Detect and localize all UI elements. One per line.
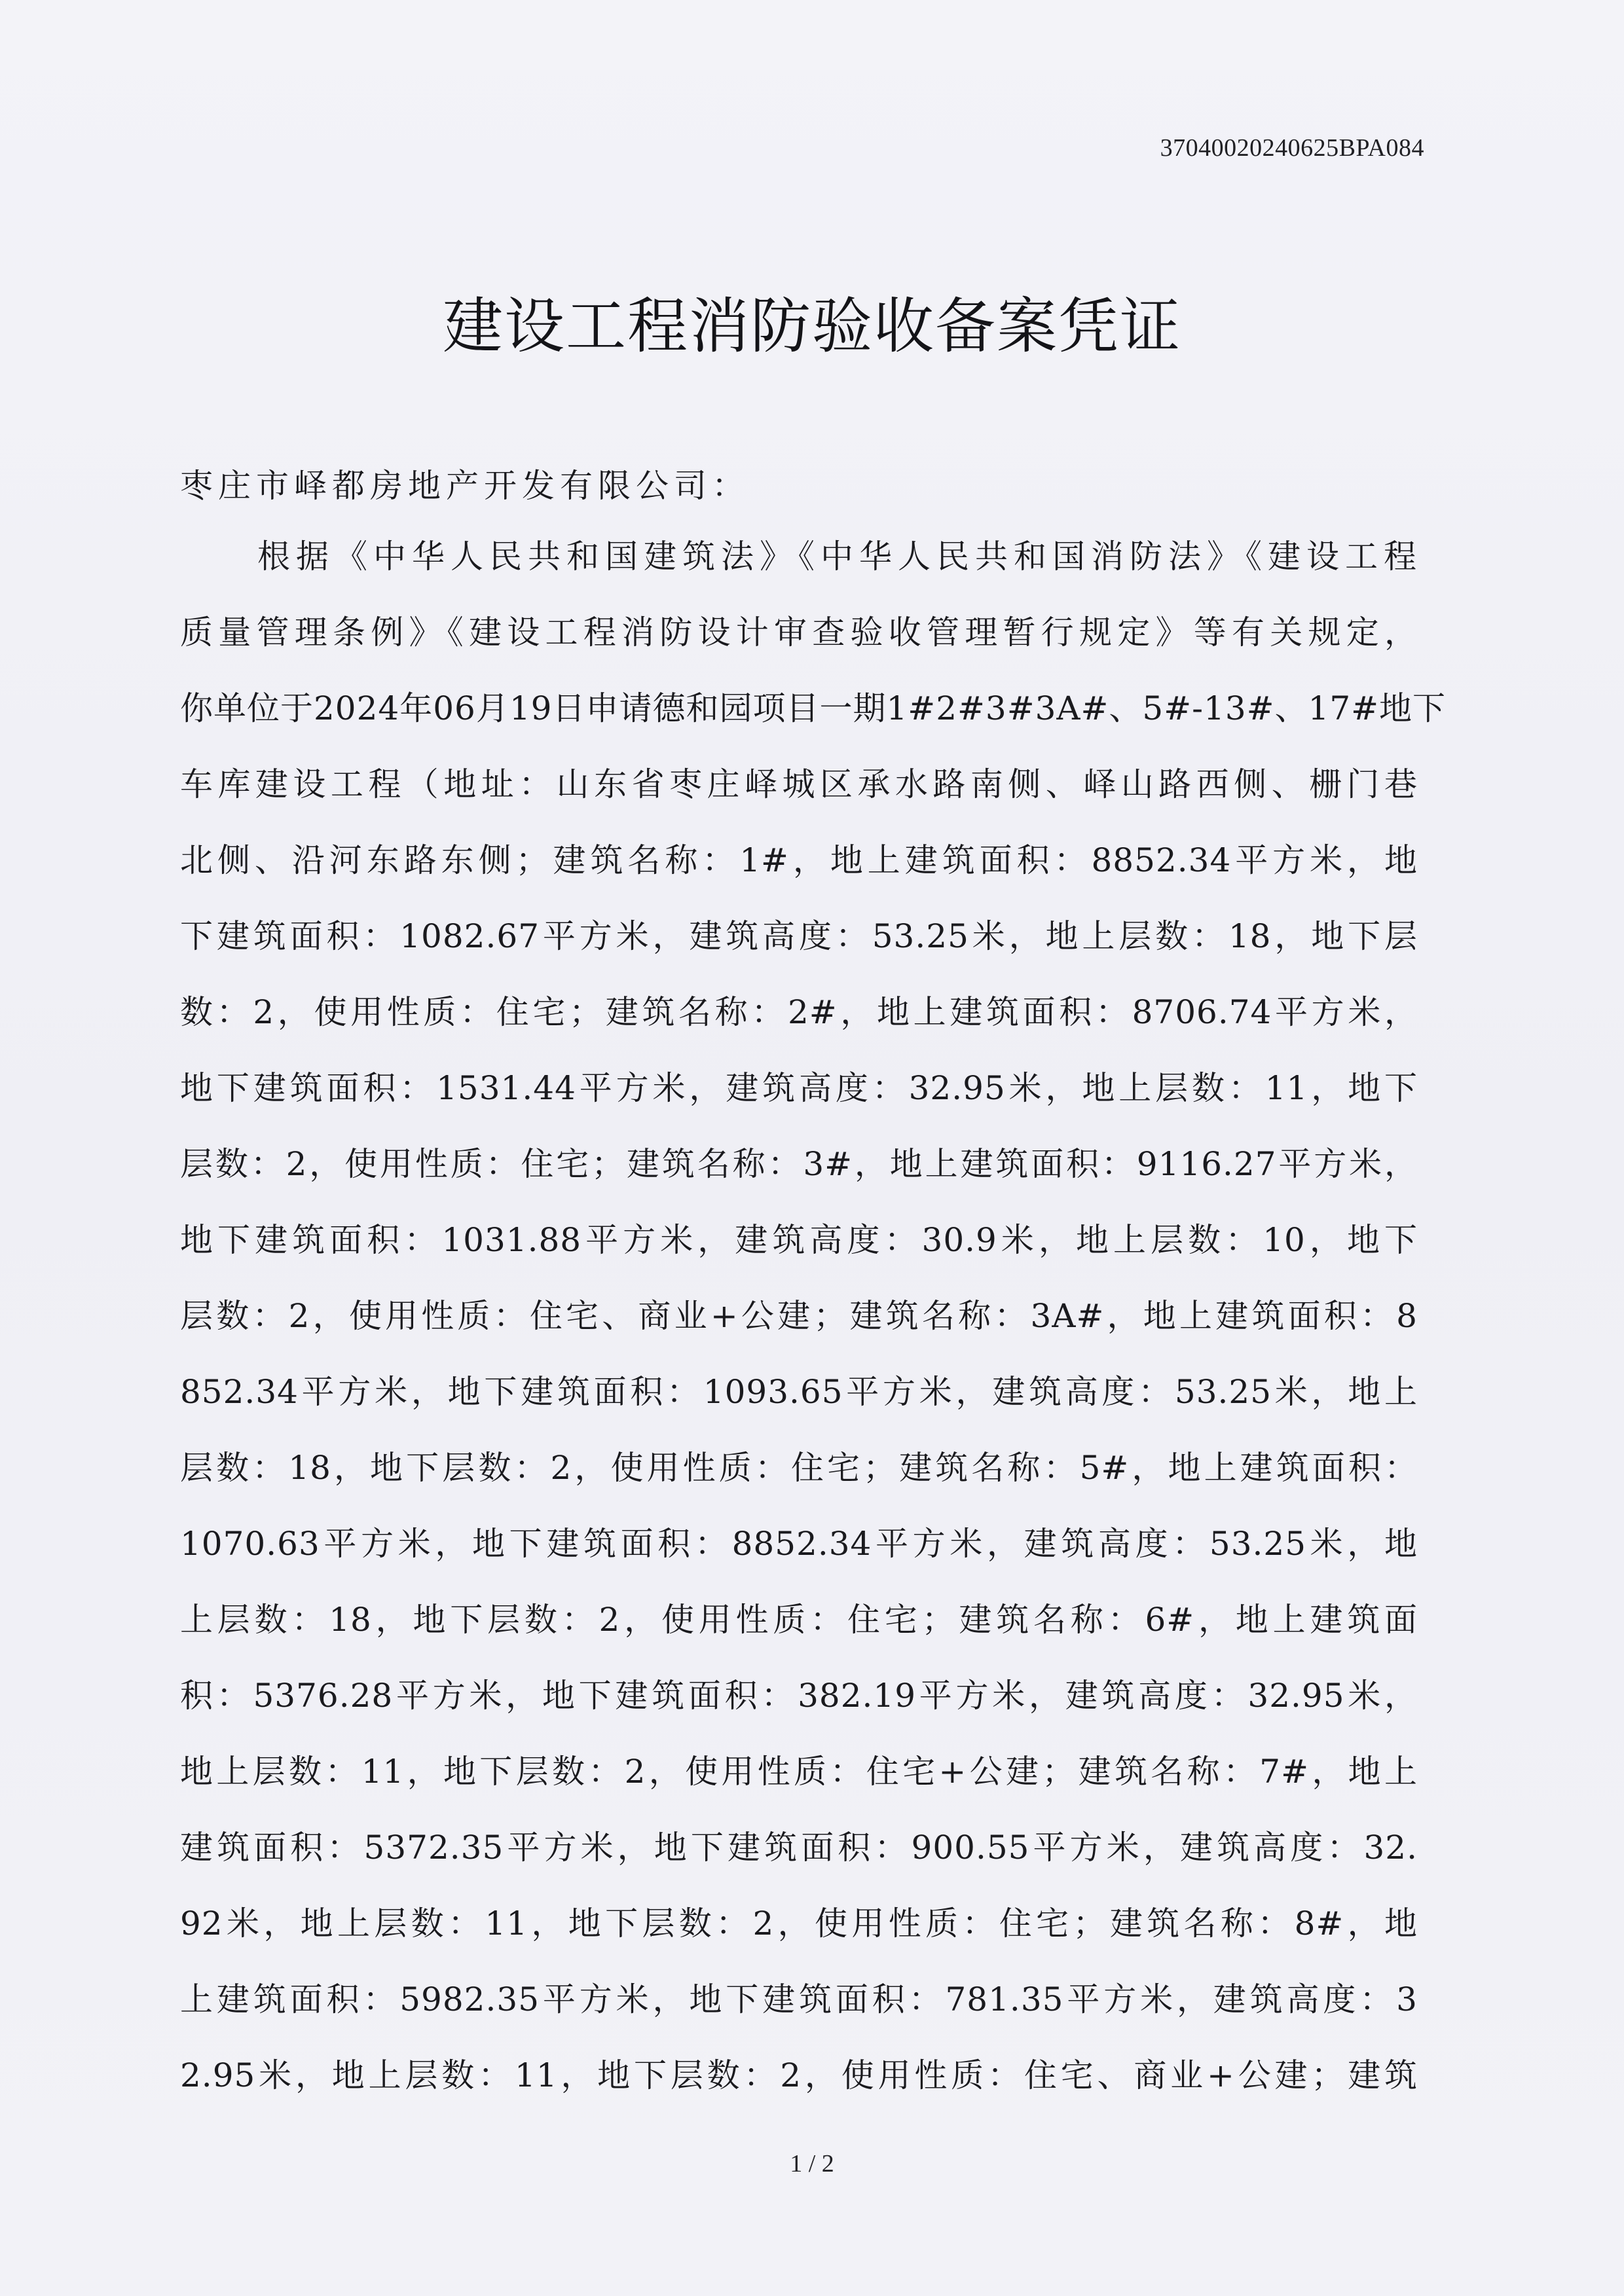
body-line: 1070.63平方米，地下建筑面积：8852.34平方米，建筑高度：53.25米，地 (180, 1525, 1418, 1563)
body-line: 上建筑面积：5982.35平方米，地下建筑面积：781.35平方米，建筑高度：3 (180, 1980, 1418, 2018)
body-line: 852.34平方米，地下建筑面积：1093.65平方米，建筑高度：53.25米，地上 (180, 1373, 1418, 1411)
body-line: 积：5376.28平方米，地下建筑面积：382.19平方米，建筑高度：32.95米， (180, 1677, 1418, 1715)
body-line: 车库建设工程（地址：山东省枣庄峄城区承水路南侧、峄山路西侧、栅门巷 (180, 765, 1418, 803)
body-line: 下建筑面积：1082.67平方米，建筑高度：53.25米，地上层数：18，地下层 (180, 917, 1418, 955)
page-number: 1 / 2 (790, 2150, 834, 2178)
body-line: 质量管理条例》《建设工程消防设计审查验收管理暂行规定》等有关规定， (180, 613, 1418, 651)
body-line: 地上层数：11，地下层数：2，使用性质：住宅+公建；建筑名称：7#，地上 (180, 1753, 1418, 1791)
body-text (180, 519, 1447, 2113)
body-line: 建筑面积：5372.35平方米，地下建筑面积：900.55平方米，建筑高度：32. (180, 1829, 1418, 1867)
body-line: 根据《中华人民共和国建筑法》《中华人民共和国消防法》《建设工程 (257, 538, 1418, 575)
body-line: 2.95米，地上层数：11，地下层数：2，使用性质：住宅、商业+公建；建筑 (180, 2056, 1418, 2094)
body-line: 地下建筑面积：1031.88平方米，建筑高度：30.9米，地上层数：10，地下 (180, 1221, 1418, 1259)
addressee: 枣庄市峄都房地产开发有限公司： (180, 467, 750, 505)
document-title: 建设工程消防验收备案凭证 (442, 291, 1181, 361)
body-line: 数：2，使用性质：住宅；建筑名称：2#，地上建筑面积：8706.74平方米， (180, 993, 1418, 1031)
body-line: 层数：2，使用性质：住宅；建筑名称：3#，地上建筑面积：9116.27平方米， (180, 1145, 1418, 1183)
body-line: 层数：2，使用性质：住宅、商业+公建；建筑名称：3A#，地上建筑面积：8 (180, 1297, 1418, 1335)
body-line: 92米，地上层数：11，地下层数：2，使用性质：住宅；建筑名称：8#，地 (180, 1904, 1418, 1942)
body-line: 层数：18，地下层数：2，使用性质：住宅；建筑名称：5#，地上建筑面积： (180, 1449, 1418, 1487)
body-line: 地下建筑面积：1531.44平方米，建筑高度：32.95米，地上层数：11，地下 (180, 1069, 1418, 1107)
body-line: 你单位于2024年06月19日申请德和园项目一期1#2#3#3A#、5#-13#、17#地下 (180, 689, 1447, 727)
body-line: 上层数：18，地下层数：2，使用性质：住宅；建筑名称：6#，地上建筑面 (180, 1601, 1418, 1639)
document-code: 37040020240625BPA084 (1160, 134, 1424, 162)
body-line: 北侧、沿河东路东侧；建筑名称：1#，地上建筑面积：8852.34平方米，地 (180, 841, 1418, 879)
